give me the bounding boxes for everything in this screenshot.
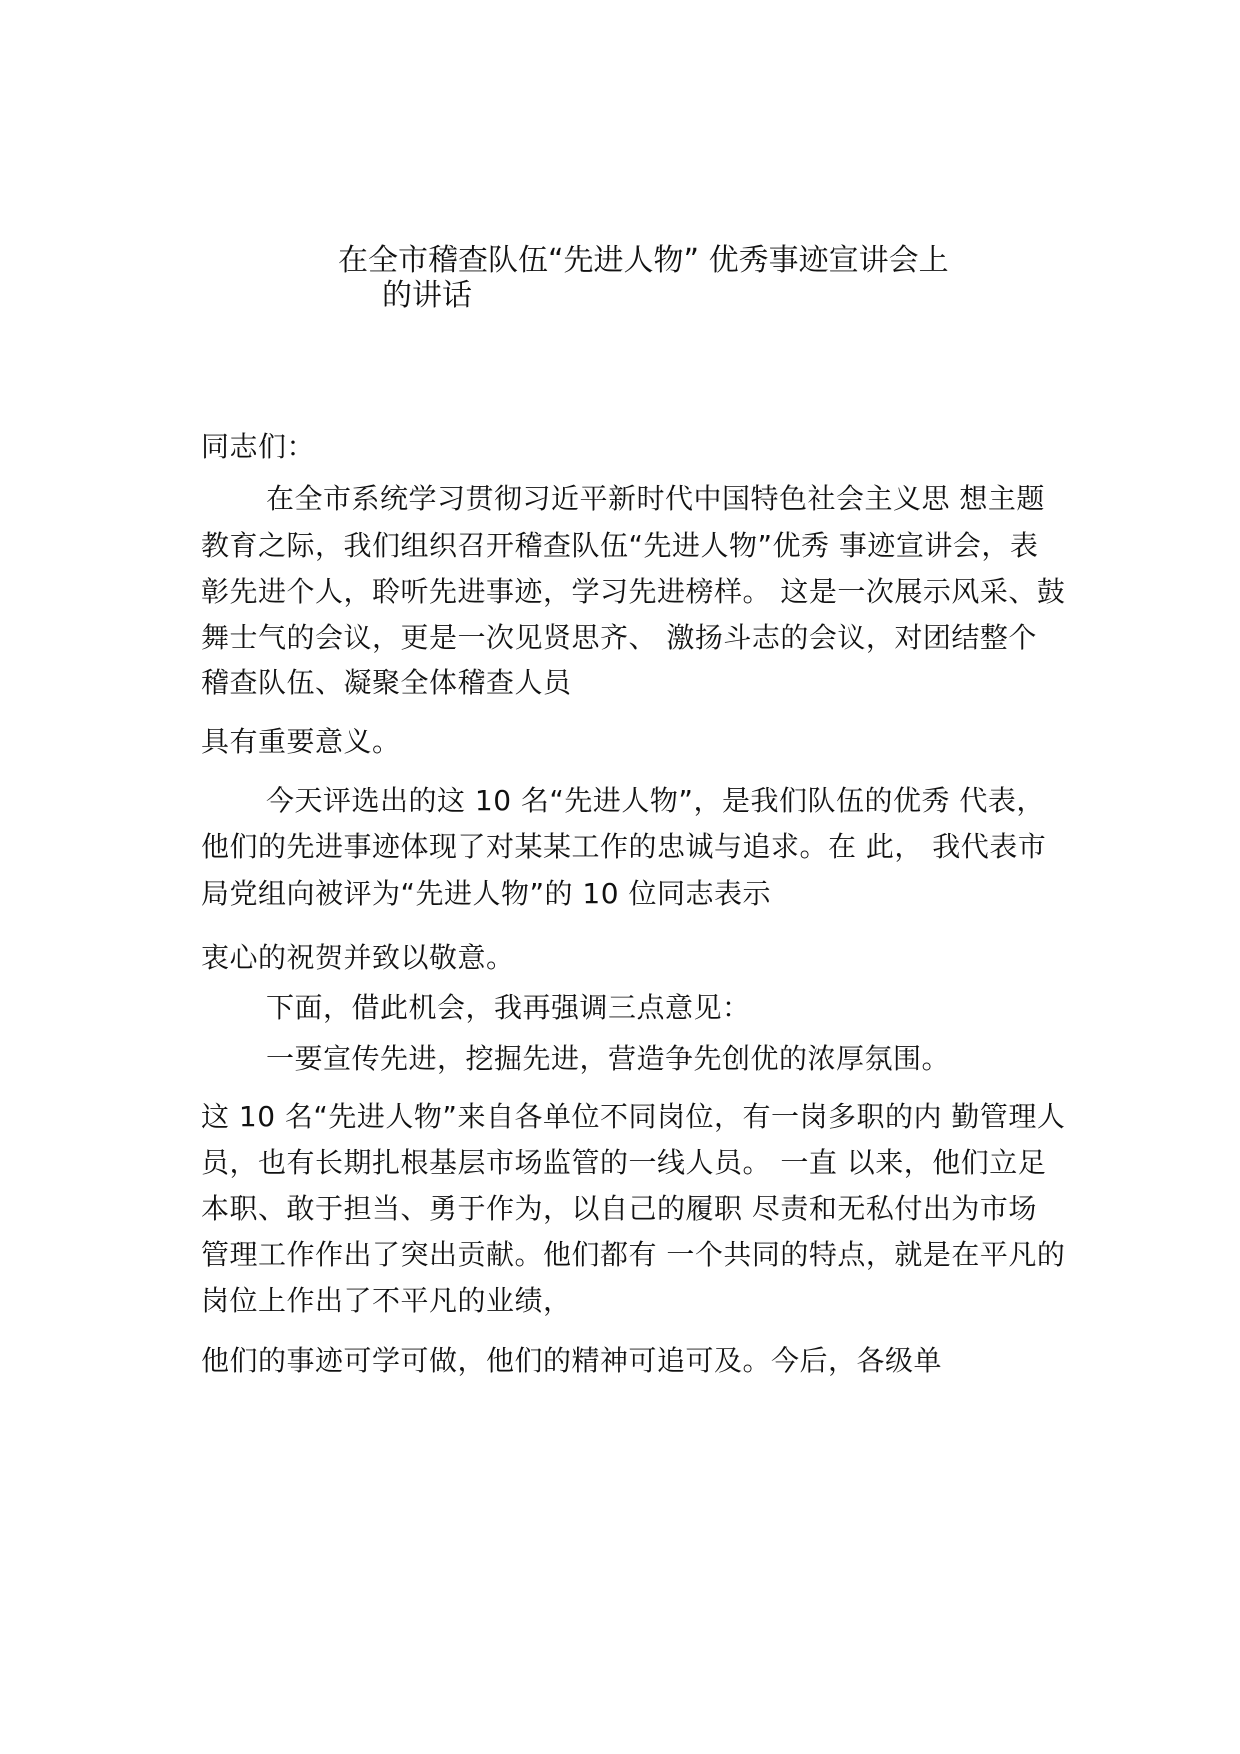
- body-line-10: 衷心的祝贺并致以敬意。: [201, 941, 515, 974]
- body-line-9: 局党组向被评为“先进人物”的 10 位同志表示: [201, 877, 771, 910]
- body-line-1: 在全市系统学习贯彻习近平新时代中国特色社会主义思 想主题: [266, 482, 1045, 515]
- body-line-18: 他们的事迹可学可做，他们的精神可追可及。今后，各级单: [201, 1344, 943, 1377]
- body-line-3: 彰先进个人，聆听先进事迹，学习先进榜样。 这是一次展示风采、鼓: [201, 575, 1066, 608]
- body-line-2: 教育之际，我们组织召开稽查队伍“先进人物”优秀 事迹宣讲会，表: [201, 529, 1039, 562]
- salutation: 同志们：: [201, 430, 316, 463]
- body-line-17: 岗位上作出了不平凡的业绩，: [201, 1284, 572, 1317]
- document-title-line-2: 的讲话: [382, 278, 472, 313]
- body-line-4: 舞士气的会议，更是一次见贤思齐、 激扬斗志的会议，对团结整个: [201, 621, 1037, 654]
- body-line-13: 这 10 名“先进人物”来自各单位不同岗位，有一岗多职的内 勤管理人: [201, 1100, 1066, 1133]
- body-line-5: 稽查队伍、凝聚全体稽查人员: [201, 666, 572, 699]
- body-line-16: 管理工作作出了突出贡献。他们都有 一个共同的特点，就是在平凡的: [201, 1238, 1066, 1271]
- body-line-7: 今天评选出的这 10 名“先进人物”，是我们队伍的优秀 代表，: [266, 784, 1045, 817]
- body-line-12: 一要宣传先进，挖掘先进，营造争先创优的浓厚氛围。: [266, 1042, 951, 1075]
- body-line-11: 下面，借此机会，我再强调三点意见：: [266, 991, 751, 1024]
- document-title-line-1: 在全市稽查队伍“先进人物” 优秀事迹宣讲会上: [338, 243, 949, 278]
- body-line-14: 员，也有长期扎根基层市场监管的一线人员。 一直 以来，他们立足: [201, 1146, 1047, 1179]
- body-line-6: 具有重要意义。: [201, 725, 401, 758]
- body-line-8: 他们的先进事迹体现了对某某工作的忠诚与追求。在 此， 我代表市: [201, 830, 1047, 863]
- body-line-15: 本职、敢于担当、勇于作为，以自己的履职 尽责和无私付出为市场: [201, 1192, 1037, 1225]
